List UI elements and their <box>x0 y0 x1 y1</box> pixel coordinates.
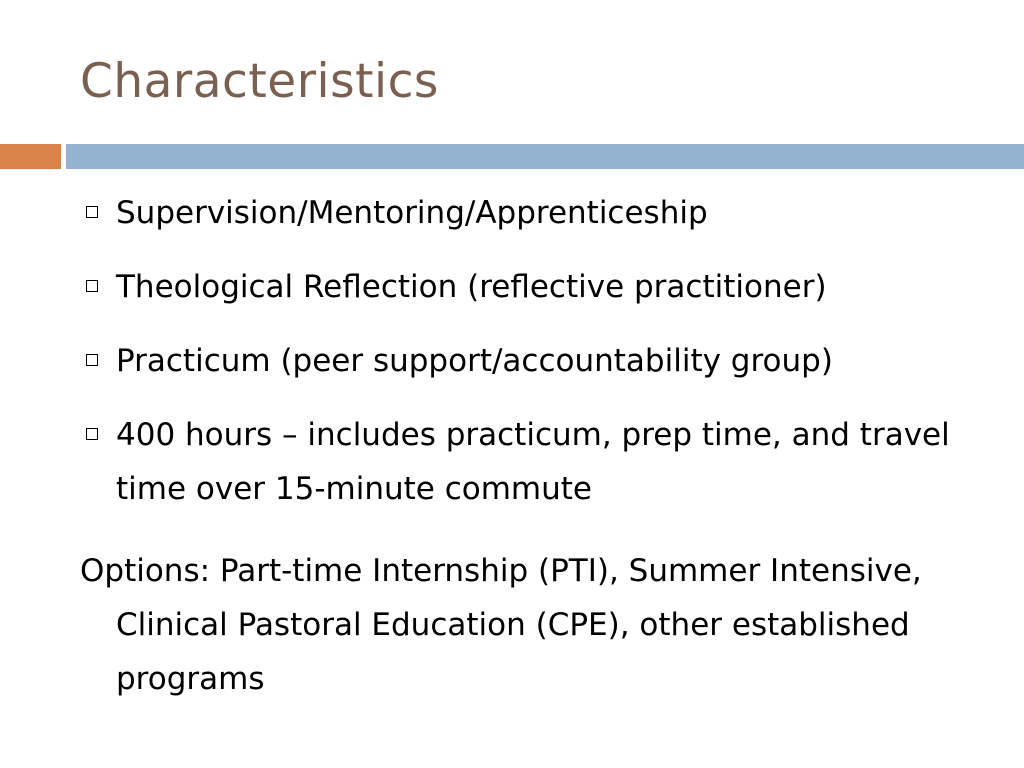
bullet-item <box>80 408 1000 516</box>
square-bullet-icon <box>86 428 98 440</box>
bullet-list <box>80 186 1000 536</box>
square-bullet-icon <box>86 354 98 366</box>
title-rule-accent <box>0 144 61 169</box>
bullet-text: Practicum (peer support/accountability group) <box>116 343 833 379</box>
bullet-item <box>80 260 1000 314</box>
bullet-text: Supervision/Mentoring/Apprenticeship <box>116 195 708 231</box>
square-bullet-icon <box>86 280 98 292</box>
slide-title: Characteristics <box>80 54 439 109</box>
bullet-item <box>80 186 1000 240</box>
title-rule-bar <box>66 144 1024 169</box>
bullet-item <box>80 334 1000 388</box>
options-paragraph: Options: Part-time Internship (PTI), Summer Intensive, Clinical Pastoral Education (CPE), other established programs <box>80 553 922 697</box>
square-bullet-icon <box>86 206 98 218</box>
bullet-text: Theological Reflection (reflective practitioner) <box>116 269 827 305</box>
bullet-text: 400 hours – includes practicum, prep time, and travel time over 15-minute commute <box>116 417 950 507</box>
